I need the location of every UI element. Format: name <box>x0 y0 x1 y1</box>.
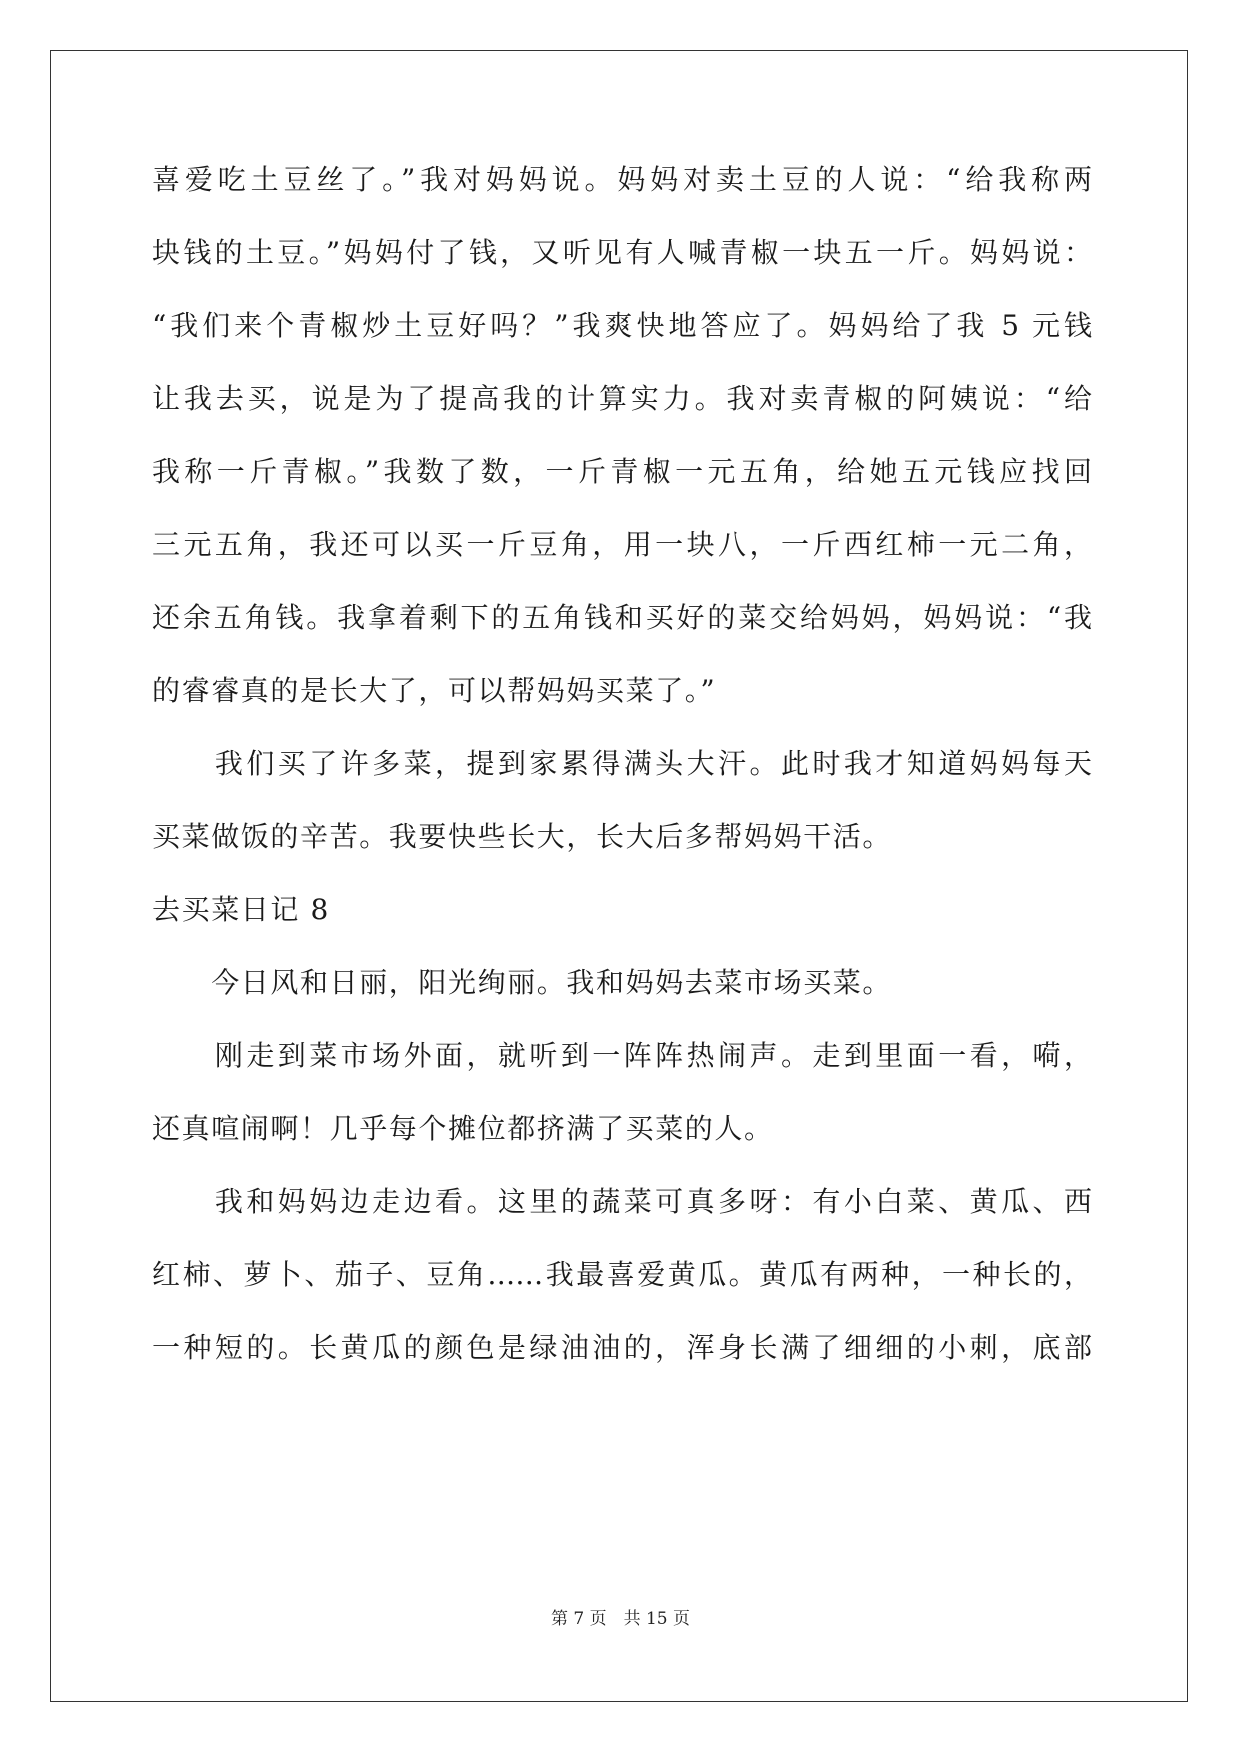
text-line: 红柿、萝卜、茄子、豆角……我最喜爱黄瓜。黄瓜有两种，一种长的， <box>152 1258 1092 1291</box>
section-heading: 去买菜日记 8 <box>152 893 330 926</box>
text-line: 还余五角钱。我拿着剩下的五角钱和买好的菜交给妈妈，妈妈说：“我 <box>152 601 1092 634</box>
text-line: 喜爱吃土豆丝了。”我对妈妈说。妈妈对卖土豆的人说：“给我称两 <box>152 163 1092 196</box>
page-footer <box>0 1607 1241 1631</box>
text-line: 我称一斤青椒。”我数了数，一斤青椒一元五角，给她五元钱应找回 <box>152 455 1092 488</box>
text-line: 买菜做饭的辛苦。我要快些长大，长大后多帮妈妈干活。 <box>152 820 893 853</box>
text-line: 我和妈妈边走边看。这里的蔬菜可真多呀：有小白菜、黄瓜、西 <box>152 1185 1092 1218</box>
text-line: “我们来个青椒炒土豆好吗？”我爽快地答应了。妈妈给了我 5 元钱 <box>152 309 1092 342</box>
text-line: 刚走到菜市场外面，就听到一阵阵热闹声。走到里面一看，嗬， <box>152 1039 1092 1072</box>
text-line: 一种短的。长黄瓜的颜色是绿油油的，浑身长满了细细的小刺，底部 <box>152 1331 1092 1364</box>
text-line: 的睿睿真的是长大了，可以帮妈妈买菜了。” <box>152 674 717 707</box>
text-line: 我们买了许多菜，提到家累得满头大汗。此时我才知道妈妈每天 <box>152 747 1092 780</box>
text-line: 还真喧闹啊！几乎每个摊位都挤满了买菜的人。 <box>152 1112 774 1145</box>
text-line: 块钱的土豆。”妈妈付了钱，又听见有人喊青椒一块五一斤。妈妈说： <box>152 236 1092 269</box>
text-line: 今日风和日丽，阳光绚丽。我和妈妈去菜市场买菜。 <box>152 966 893 999</box>
text-line: 三元五角，我还可以买一斤豆角，用一块八，一斤西红柿一元二角， <box>152 528 1092 561</box>
page-border <box>50 50 1188 1702</box>
text-line: 让我去买，说是为了提高我的计算实力。我对卖青椒的阿姨说：“给 <box>152 382 1092 415</box>
page-number: 第 7 页 共 15 页 <box>550 1609 691 1629</box>
